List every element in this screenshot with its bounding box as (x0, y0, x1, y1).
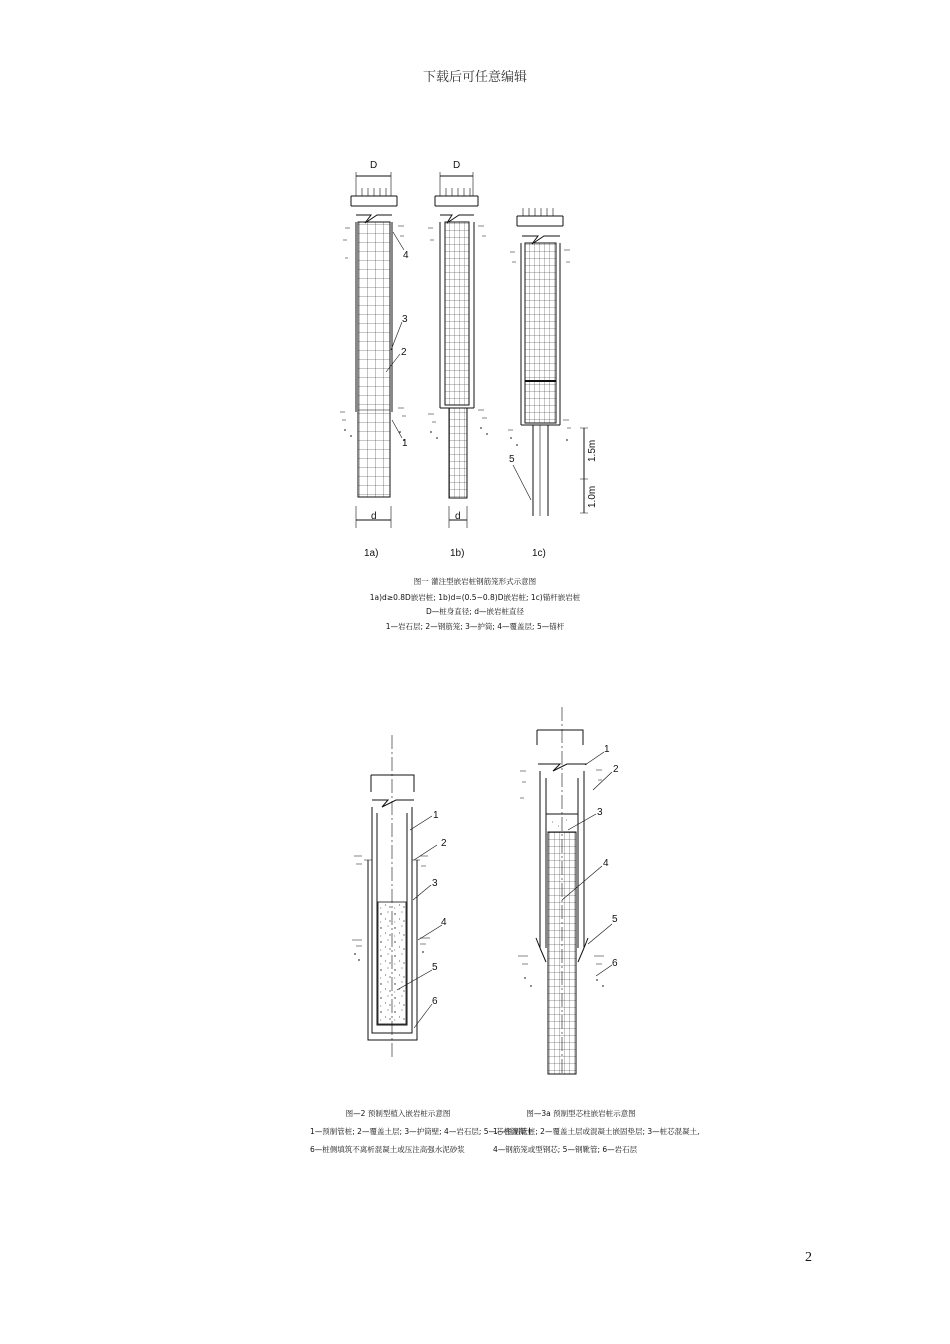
dim-D-1a: D (370, 160, 378, 171)
page-header: 下载后可任意编辑 (422, 70, 527, 85)
callout-2-4: 4 (441, 917, 447, 928)
callout-2-3: 3 (432, 878, 438, 889)
fig1-caption-line2: D—桩身直径; d—嵌岩桩直径 (426, 607, 524, 616)
figure3-diagram (518, 707, 612, 1075)
pile-1a (340, 172, 406, 528)
fig3-caption-title: 图—3a 预制型芯柱嵌岩桩示意图 (526, 1109, 636, 1118)
callout-2-2: 2 (441, 838, 447, 849)
callout-3-4: 4 (603, 858, 609, 869)
sub-label-1c: 1c) (532, 548, 546, 559)
fig3-caption-line1: 1—预制管桩; 2—覆盖土层或混凝土嵌固垫层; 3—桩芯混凝土, (493, 1127, 700, 1136)
callout-3-2: 2 (613, 764, 619, 775)
fig1-caption-title: 图一 灌注型嵌岩桩钢筋笼形式示意图 (413, 577, 537, 586)
dim-c-upper: 1.5m (587, 439, 598, 462)
callout-3-3: 3 (597, 807, 603, 818)
fig1-caption-line1: 1a)d≥0.8D嵌岩桩; 1b)d=(0.5~0.8)D嵌岩桩; 1c)锚杆嵌岩桩 (369, 593, 581, 602)
sub-label-1b: 1b) (450, 548, 465, 559)
callout-2-1: 1 (433, 810, 439, 821)
callout-3-6: 6 (612, 958, 618, 969)
callout-1a-4: 4 (403, 250, 409, 261)
pile-1b (428, 172, 488, 528)
callout-1a-3: 3 (402, 314, 408, 325)
callout-2-6: 6 (432, 996, 438, 1007)
callout-2-5: 5 (432, 962, 438, 973)
fig2-caption-line1: 1—预制管桩; 2—覆盖土层; 3—护筒壁; 4—岩石层; 5—芯柱混凝土 (310, 1127, 534, 1136)
dim-c-lower: 1.0m (587, 485, 598, 508)
fig3-caption-line2: 4—钢筋笼或型钢芯; 5—钢靴管; 6—岩石层 (493, 1145, 638, 1154)
dim-D-1b: D (453, 160, 461, 171)
callout-1a-1: 1 (402, 438, 408, 449)
callout-3-1: 1 (604, 744, 610, 755)
fig2-caption-title: 图—2 预制型植入嵌岩桩示意图 (345, 1109, 451, 1118)
dim-d-1b: d (455, 511, 461, 522)
figure2-diagram (352, 735, 442, 1058)
page-number: 2 (805, 1250, 812, 1265)
dim-d-1a: d (371, 511, 377, 522)
figure1-diagram (340, 172, 588, 528)
callout-1c-5: 5 (509, 454, 515, 465)
sub-label-1a: 1a) (364, 548, 379, 559)
pile-1c (508, 208, 588, 516)
callout-3-5: 5 (612, 914, 618, 925)
callout-1a-2: 2 (401, 347, 407, 358)
fig1-caption-line3: 1—岩石层; 2—钢筋笼; 3—护筒; 4—覆盖层; 5—锚杆 (385, 622, 565, 631)
fig2-caption-line2: 6—桩侧填筑不离析混凝土或压注高强水泥砂浆 (310, 1145, 465, 1154)
